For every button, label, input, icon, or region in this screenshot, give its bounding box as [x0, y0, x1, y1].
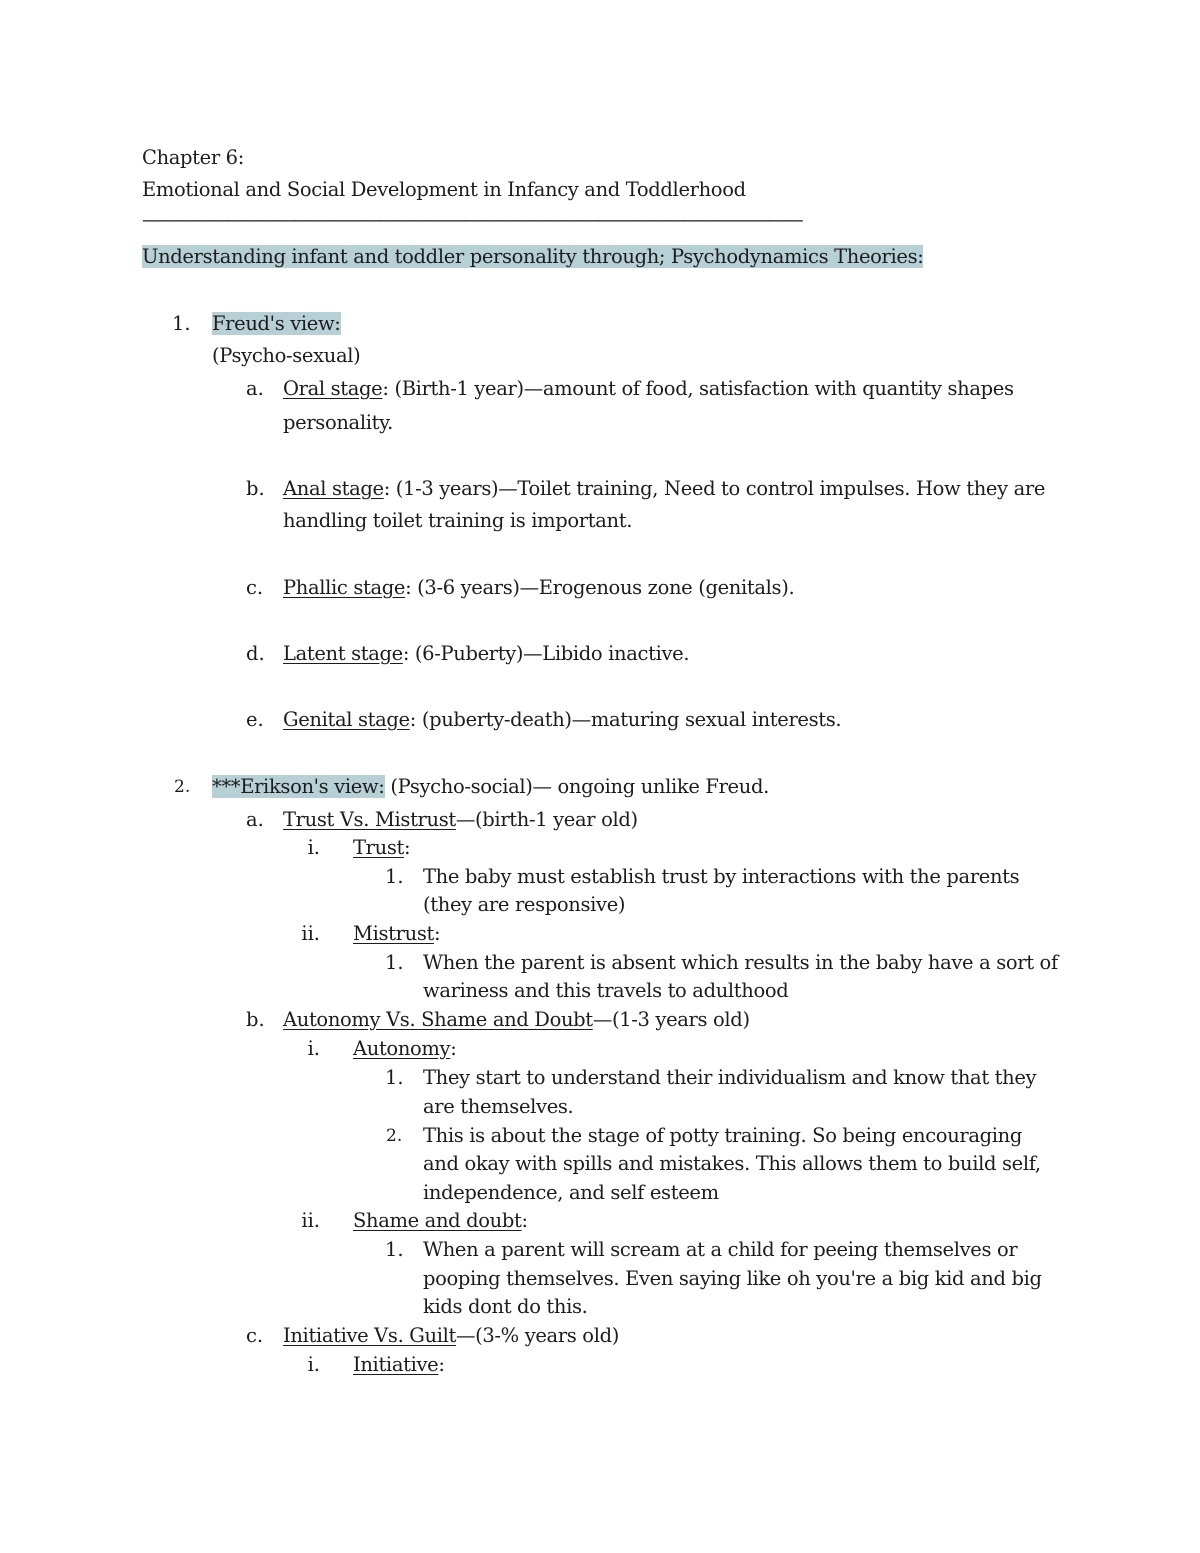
- list-marker: 1.: [385, 951, 404, 974]
- subitem-label: Mistrust: [353, 922, 434, 945]
- stage-text: : (6-Puberty)—Libido inactive.: [402, 642, 690, 665]
- stage-name: Autonomy Vs. Shame and Doubt: [283, 1008, 593, 1031]
- initiative-subitem: [353, 1353, 445, 1377]
- list-marker: a.: [246, 377, 264, 400]
- list-marker: 2.: [386, 1126, 403, 1146]
- trust-point-continued: (they are responsive): [423, 893, 626, 916]
- subitem-label: Initiative: [353, 1353, 439, 1376]
- initiative-guilt-item: [283, 1324, 619, 1348]
- autonomy-shame-item: [283, 1008, 750, 1032]
- horizontal-rule: ———————————————————————————————————————: [142, 208, 802, 231]
- stage-text: : (1-3 years)—Toilet training, Need to control impulses. How they are: [383, 477, 1046, 500]
- shame-point-continued: pooping themselves. Even saying like oh you're a big kid and big: [423, 1267, 1042, 1290]
- autonomy-subitem: [353, 1037, 456, 1061]
- list-marker: b.: [246, 1008, 265, 1031]
- stage-text: —(birth-1 year old): [455, 808, 638, 831]
- subitem-label: Shame and doubt: [353, 1209, 522, 1232]
- colon: :: [450, 1037, 457, 1060]
- stage-name: Genital stage: [283, 708, 410, 731]
- erikson-heading: [212, 775, 769, 799]
- stage-name: Anal stage: [283, 477, 384, 500]
- list-marker: b.: [246, 477, 265, 500]
- list-marker: 1.: [385, 1238, 404, 1261]
- colon: :: [433, 922, 441, 945]
- anal-stage-item: [283, 477, 1045, 501]
- autonomy-point-2: This is about the stage of potty training. So being encouraging: [423, 1124, 1023, 1147]
- oral-stage-item: [283, 377, 1014, 401]
- autonomy-point-2-continued: independence, and self esteem: [423, 1181, 719, 1204]
- shame-point-continued: kids dont do this.: [423, 1295, 588, 1318]
- stage-name: Phallic stage: [283, 576, 406, 599]
- anal-stage-continued: handling toilet training is important.: [283, 509, 633, 532]
- erikson-title: ***Erikson's view:: [212, 775, 385, 798]
- stage-text: : (3-6 years)—Erogenous zone (genitals).: [405, 576, 795, 599]
- topic-heading-text: Understanding infant and toddler personality through; Psychodynamics Theories:: [142, 245, 924, 268]
- subitem-label: Trust: [353, 836, 404, 859]
- list-marker: ii.: [301, 1209, 320, 1232]
- list-marker: a.: [246, 808, 264, 831]
- oral-stage-continued: personality.: [283, 411, 394, 434]
- list-marker: i.: [307, 836, 320, 859]
- subitem-label: Autonomy: [353, 1037, 451, 1060]
- colon: :: [403, 836, 411, 859]
- list-marker: c.: [246, 1324, 264, 1347]
- autonomy-point-2-continued: and okay with spills and mistakes. This allows them to build self,: [423, 1152, 1041, 1175]
- list-marker: 1.: [385, 865, 404, 888]
- topic-heading: [142, 245, 923, 269]
- shame-doubt-subitem: [353, 1209, 528, 1233]
- stage-name: Oral stage: [283, 377, 383, 400]
- phallic-stage-item: [283, 576, 794, 600]
- stage-name: Latent stage: [283, 642, 403, 665]
- stage-text: : (puberty-death)—maturing sexual interests.: [409, 708, 842, 731]
- genital-stage-item: [283, 708, 841, 732]
- latent-stage-item: [283, 642, 689, 666]
- list-marker: i.: [307, 1037, 320, 1060]
- list-marker: d.: [246, 642, 265, 665]
- colon: :: [438, 1353, 445, 1376]
- stage-text: —(3-% years old): [455, 1324, 619, 1347]
- list-marker: 2.: [174, 777, 191, 797]
- chapter-label: Chapter 6:: [142, 146, 244, 169]
- stage-text: : (Birth-1 year)—amount of food, satisfaction with quantity shapes: [382, 377, 1014, 400]
- stage-name: Trust Vs. Mistrust: [283, 808, 456, 831]
- autonomy-point-1: They start to understand their individualism and know that they: [423, 1066, 1037, 1089]
- list-marker: c.: [246, 576, 264, 599]
- mistrust-point-continued: wariness and this travels to adulthood: [423, 979, 789, 1002]
- trust-subitem: [353, 836, 410, 860]
- erikson-rest: (Psycho-social)— ongoing unlike Freud.: [384, 775, 769, 798]
- list-marker: 1.: [385, 1066, 404, 1089]
- colon: :: [521, 1209, 528, 1232]
- list-marker: i.: [307, 1353, 320, 1376]
- trust-mistrust-item: [283, 808, 638, 832]
- autonomy-point-1-continued: are themselves.: [423, 1095, 574, 1118]
- trust-point: The baby must establish trust by interactions with the parents: [423, 865, 1020, 888]
- freud-heading: [212, 312, 341, 336]
- stage-text: —(1-3 years old): [592, 1008, 750, 1031]
- mistrust-subitem: [353, 922, 440, 946]
- list-marker: ii.: [301, 922, 320, 945]
- freud-subtitle: (Psycho-sexual): [212, 344, 361, 367]
- freud-title: Freud's view:: [212, 312, 341, 335]
- shame-point: When a parent will scream at a child for peeing themselves or: [423, 1238, 1018, 1261]
- list-marker: e.: [246, 708, 264, 731]
- stage-name: Initiative Vs. Guilt: [283, 1324, 456, 1347]
- mistrust-point: When the parent is absent which results in the baby have a sort of: [423, 951, 1058, 974]
- chapter-title: Emotional and Social Development in Infancy and Toddlerhood: [142, 178, 746, 201]
- list-marker: 1.: [172, 312, 191, 335]
